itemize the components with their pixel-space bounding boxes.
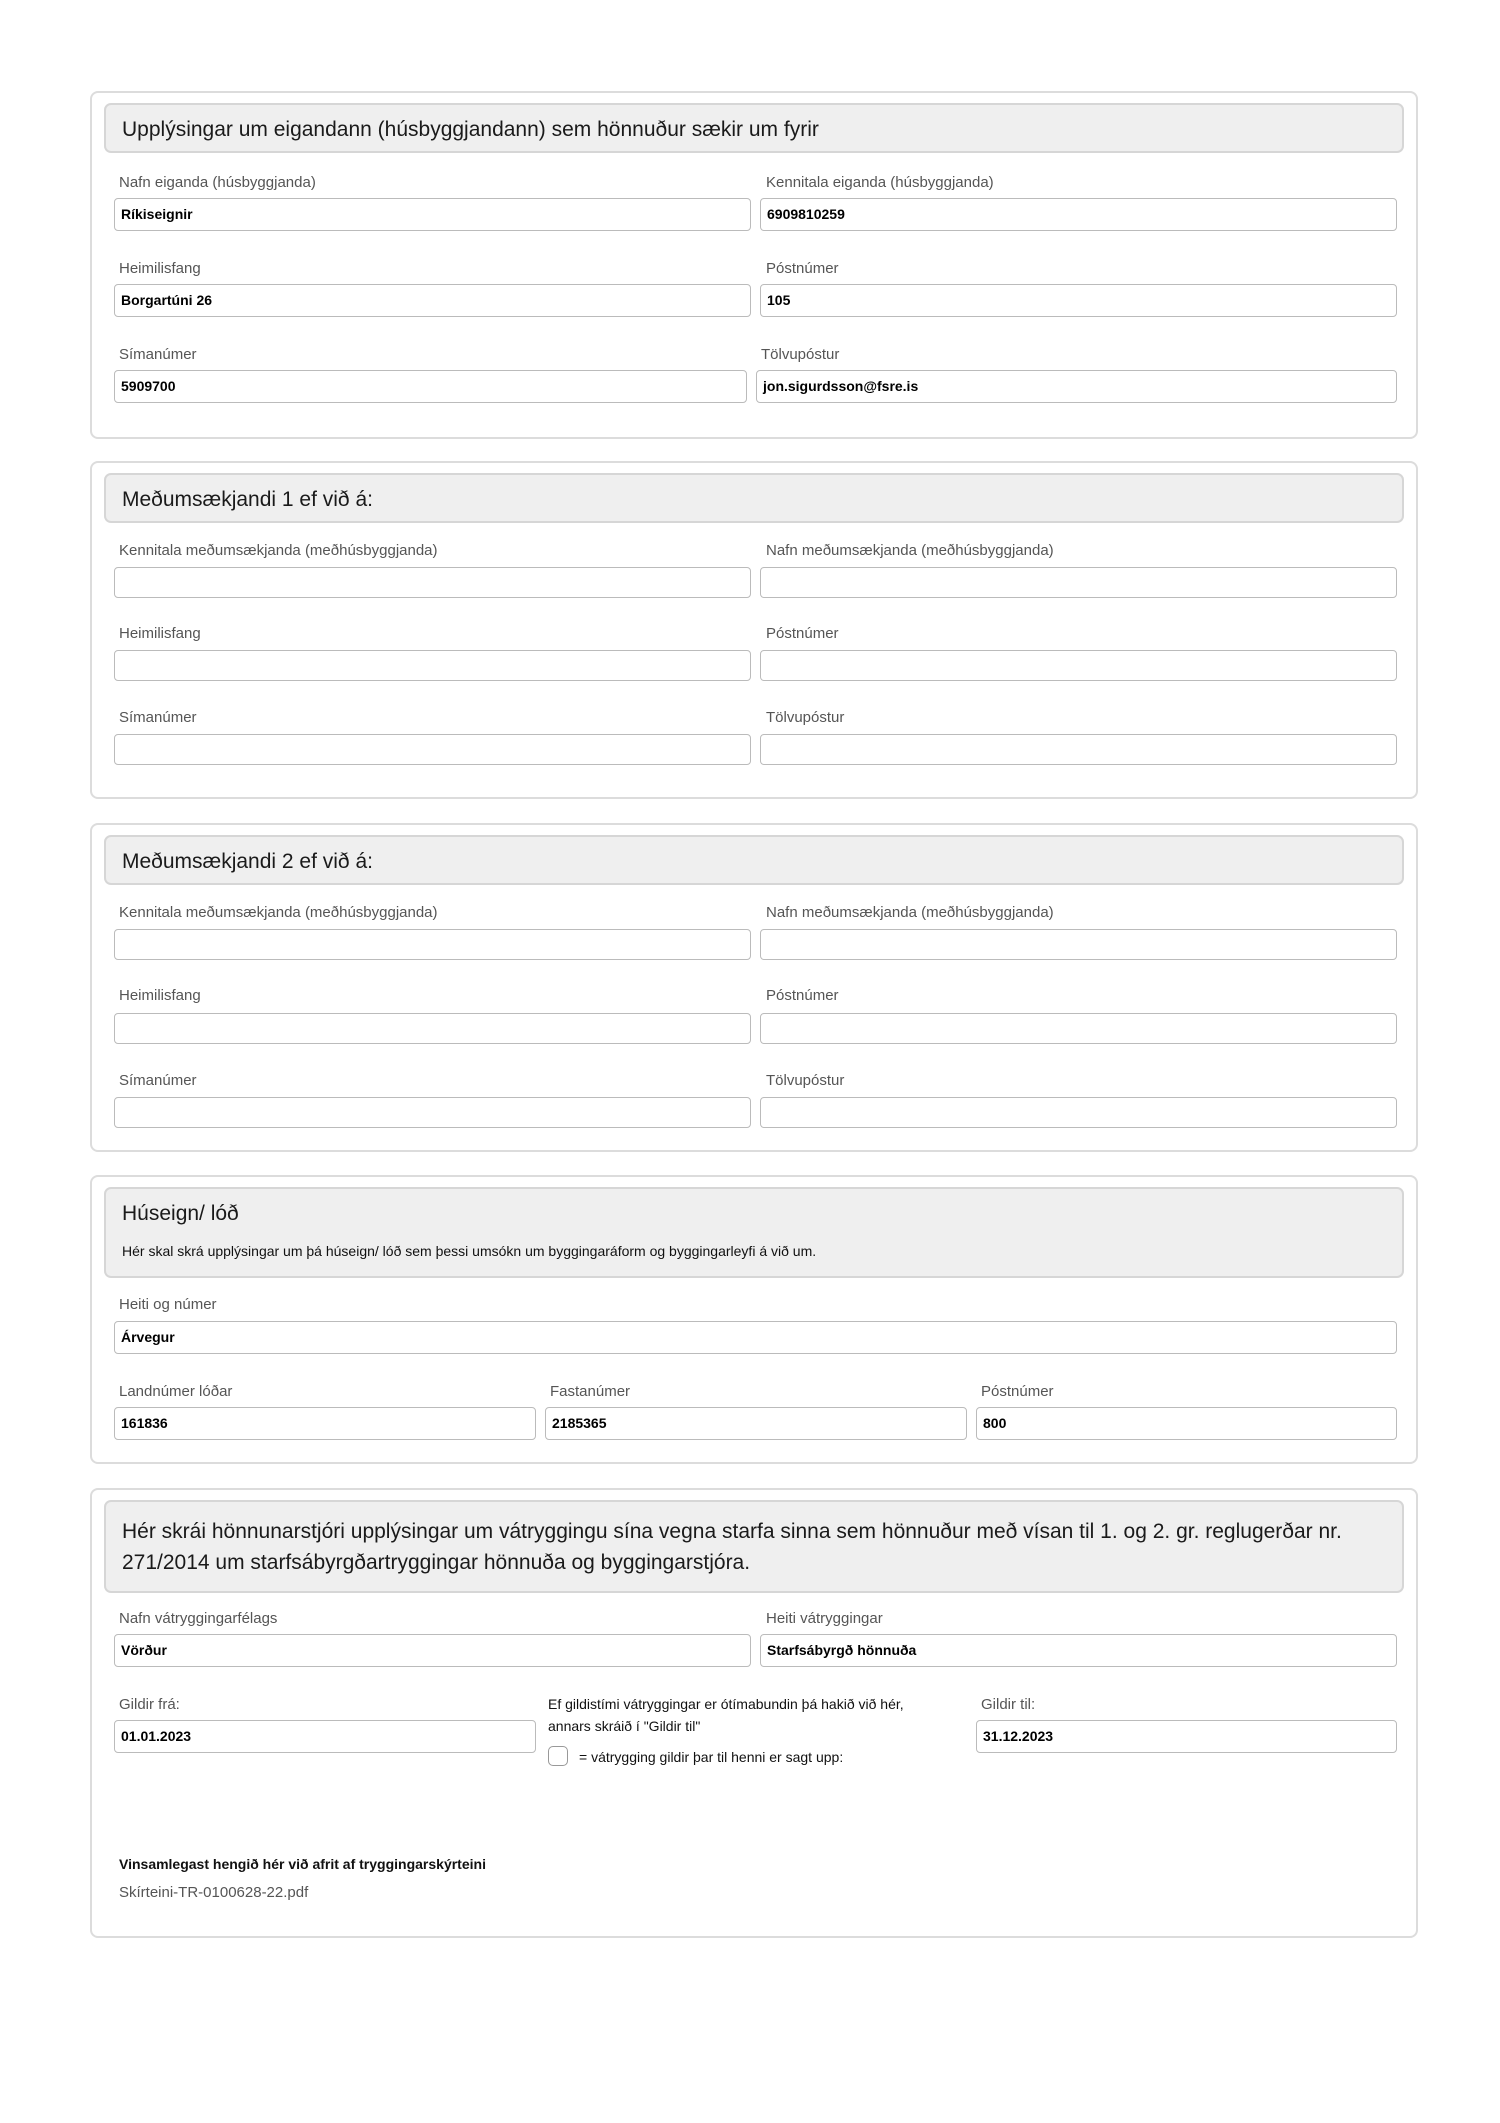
coapplicant1-section: [90, 461, 1418, 799]
coapplicant2-phone-label: Símanúmer: [119, 1072, 197, 1089]
coapplicant1-phone-field[interactable]: [114, 734, 751, 765]
coapplicant1-address-field[interactable]: [114, 650, 751, 681]
owner-section-header: [104, 103, 1404, 153]
coapplicant2-postal-field[interactable]: [760, 1013, 1397, 1044]
coapplicant1-section-header: [104, 473, 1404, 523]
coapplicant1-name-field[interactable]: [760, 567, 1397, 598]
coapplicant2-address-label: Heimilisfang: [119, 987, 201, 1004]
property-section: [90, 1175, 1418, 1464]
owner-name-field[interactable]: Ríkiseignir: [114, 198, 751, 231]
insurance-to-label: Gildir til:: [981, 1696, 1036, 1713]
owner-name-label: Nafn eiganda (húsbyggjanda): [119, 174, 316, 191]
coapplicant2-name-label: Nafn meðumsækjanda (meðhúsbyggjanda): [766, 904, 1054, 921]
owner-section-title: Upplýsingar um eigandann (húsbyggjandann) sem hönnuður sækir um fyrir: [122, 118, 819, 141]
property-fast-label: Fastanúmer: [550, 1383, 631, 1400]
owner-phone-field[interactable]: 5909700: [114, 370, 747, 403]
owner-section: [90, 91, 1418, 439]
insurance-company-label: Nafn vátryggingarfélags: [119, 1610, 278, 1627]
coapplicant1-address-label: Heimilisfang: [119, 625, 201, 642]
coapplicant1-postal-label: Póstnúmer: [766, 625, 839, 642]
coapplicant2-section-title: Meðumsækjandi 2 ef við á:: [122, 850, 373, 873]
coapplicant2-email-field[interactable]: [760, 1097, 1397, 1128]
insurance-policy-field[interactable]: Starfsábyrgð hönnuða: [760, 1634, 1397, 1667]
coapplicant1-kt-field[interactable]: [114, 567, 751, 598]
property-postal-field[interactable]: 800: [976, 1407, 1397, 1440]
coapplicant2-kt-label: Kennitala meðumsækjanda (meðhúsbyggjanda): [119, 904, 438, 921]
coapplicant2-phone-field[interactable]: [114, 1097, 751, 1128]
property-name-label: Heiti og númer: [119, 1296, 217, 1313]
insurance-company-field[interactable]: Vörður: [114, 1634, 751, 1667]
coapplicant2-postal-label: Póstnúmer: [766, 987, 839, 1004]
coapplicant1-kt-label: Kennitala meðumsækjanda (meðhúsbyggjanda): [119, 542, 438, 559]
coapplicant2-email-label: Tölvupóstur: [766, 1072, 845, 1089]
coapplicant1-section-title: Meðumsækjandi 1 ef við á:: [122, 488, 373, 511]
coapplicant2-name-field[interactable]: [760, 929, 1397, 960]
owner-email-label: Tölvupóstur: [761, 346, 840, 363]
insurance-from-field[interactable]: 01.01.2023: [114, 1720, 536, 1753]
owner-postal-label: Póstnúmer: [766, 260, 839, 277]
attachment-title: Vinsamlegast hengið hér við afrit af tryggingarskýrteini: [119, 1856, 486, 1872]
owner-kt-label: Kennitala eiganda (húsbyggjanda): [766, 174, 994, 191]
insurance-section-title: Hér skrái hönnunarstjóri upplýsingar um vátryggingu sína vegna starfa sinna sem hönnuður með vísan til 1. og 2. gr. reglugerðar nr. 271/2014 um starfsábyrgðartryggingar hönnuða og byggingarstjóra.: [122, 1520, 1342, 1574]
insurance-policy-label: Heiti vátryggingar: [766, 1610, 883, 1627]
owner-kt-field[interactable]: 6909810259: [760, 198, 1397, 231]
coapplicant2-section: [90, 823, 1418, 1152]
coapplicant2-kt-field[interactable]: [114, 929, 751, 960]
property-land-field[interactable]: 161836: [114, 1407, 536, 1440]
coapplicant1-name-label: Nafn meðumsækjanda (meðhúsbyggjanda): [766, 542, 1054, 559]
property-fast-field[interactable]: 2185365: [545, 1407, 967, 1440]
indefinite-checkbox-label: = vátrygging gildir þar til henni er sagt upp:: [579, 1749, 844, 1765]
owner-postal-field[interactable]: 105: [760, 284, 1397, 317]
indefinite-checkbox[interactable]: [548, 1746, 568, 1766]
coapplicant1-email-field[interactable]: [760, 734, 1397, 765]
owner-email-field[interactable]: jon.sigurdsson@fsre.is: [756, 370, 1397, 403]
property-section-subtitle: Hér skal skrá upplýsingar um þá húseign/ lóð sem þessi umsókn um byggingaráform og byggingarleyfi á við um.: [122, 1243, 817, 1259]
coapplicant1-phone-label: Símanúmer: [119, 709, 197, 726]
insurance-to-field[interactable]: 31.12.2023: [976, 1720, 1397, 1753]
coapplicant1-email-label: Tölvupóstur: [766, 709, 845, 726]
insurance-note-line1: Ef gildistími vátryggingar er ótímabundin þá hakið við hér,: [548, 1696, 904, 1712]
property-section-header: [104, 1187, 1404, 1278]
insurance-note-line2: annars skráið í "Gildir til": [548, 1718, 701, 1734]
property-section-title: Húseign/ lóð: [122, 1202, 239, 1225]
property-name-field[interactable]: Árvegur: [114, 1321, 1397, 1354]
owner-address-field[interactable]: Borgartúni 26: [114, 284, 751, 317]
property-postal-label: Póstnúmer: [981, 1383, 1054, 1400]
coapplicant1-postal-field[interactable]: [760, 650, 1397, 681]
owner-address-label: Heimilisfang: [119, 260, 201, 277]
owner-phone-label: Símanúmer: [119, 346, 197, 363]
attachment-file-link[interactable]: Skírteini-TR-0100628-22.pdf: [119, 1884, 309, 1901]
property-land-label: Landnúmer lóðar: [119, 1383, 233, 1400]
insurance-from-label: Gildir frá:: [119, 1696, 180, 1713]
coapplicant2-section-header: [104, 835, 1404, 885]
coapplicant2-address-field[interactable]: [114, 1013, 751, 1044]
insurance-section: [90, 1488, 1418, 1938]
insurance-section-header: [104, 1500, 1404, 1593]
